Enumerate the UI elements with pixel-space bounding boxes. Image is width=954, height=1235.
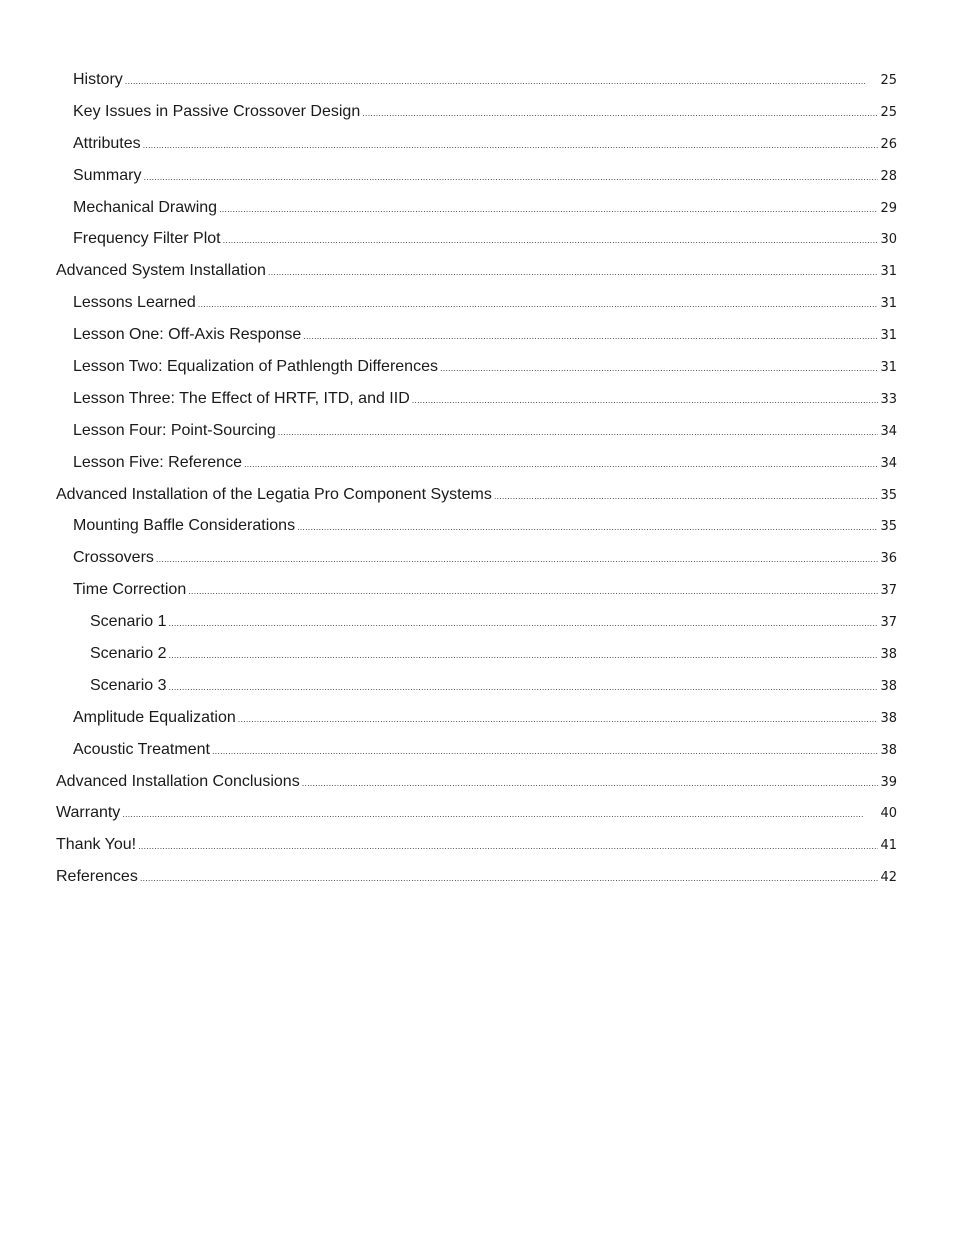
toc-page-number: 30 — [880, 232, 897, 248]
toc-entry-title: Advanced System Installation — [56, 262, 266, 280]
toc-page-number: 31 — [880, 328, 897, 344]
toc-entry-title: Crossovers — [73, 549, 154, 567]
toc-dot-leader — [244, 460, 878, 469]
toc-entry[interactable] — [56, 326, 897, 358]
toc-page-number: 31 — [880, 296, 897, 312]
toc-entry-title: Mechanical Drawing — [73, 198, 218, 216]
toc-page-number: 40 — [880, 806, 897, 822]
toc-dot-leader — [125, 77, 879, 86]
toc-entry[interactable] — [56, 294, 897, 326]
toc-entry-title: Lessons Learned — [73, 294, 196, 312]
toc-page-number: 28 — [880, 168, 897, 184]
toc-page-number: 25 — [880, 73, 897, 88]
toc-entry[interactable] — [56, 71, 897, 103]
toc-entry-title: Lesson One: Off-Axis Response — [73, 326, 302, 344]
toc-entry-title: Summary — [73, 166, 142, 184]
toc-entry-title: Acoustic Treatment — [73, 740, 210, 758]
toc-dot-leader — [302, 779, 879, 788]
toc-dot-leader — [169, 619, 879, 628]
toc-dot-leader — [362, 109, 878, 118]
toc-entry[interactable] — [56, 581, 897, 613]
toc-entry-title: Amplitude Equalization — [73, 708, 236, 726]
toc-entry-title: Key Issues in Passive Crossover Design — [73, 102, 361, 120]
toc-entry[interactable] — [56, 773, 897, 805]
toc-dot-leader — [198, 300, 879, 309]
toc-entry[interactable] — [56, 167, 897, 199]
toc-entry[interactable] — [56, 390, 897, 422]
toc-entry-title: Scenario 2 — [90, 645, 167, 663]
toc-page-number: 38 — [880, 742, 897, 758]
toc-entry[interactable] — [56, 868, 897, 900]
toc-page-number: 37 — [880, 583, 897, 599]
toc-dot-leader — [278, 428, 879, 437]
toc-page-number: 42 — [880, 870, 897, 886]
toc-entry-title: Scenario 1 — [90, 613, 167, 631]
toc-page-number: 38 — [880, 678, 897, 694]
toc-dot-leader — [138, 842, 878, 851]
toc-entry-title: Mounting Baffle Considerations — [73, 517, 296, 535]
toc-entry[interactable] — [56, 199, 897, 231]
toc-page-number: 29 — [880, 200, 897, 216]
toc-page-number: 35 — [880, 519, 897, 535]
toc-entry-title: History — [73, 71, 123, 88]
toc-entry-title: Lesson Four: Point-Sourcing — [73, 421, 276, 439]
toc-entry[interactable] — [56, 358, 897, 390]
toc-entry-title: Time Correction — [73, 581, 187, 599]
toc-page-number: 26 — [880, 136, 897, 152]
toc-entry[interactable] — [56, 517, 897, 549]
toc-dot-leader — [412, 396, 879, 405]
toc-entry-title: Attributes — [73, 134, 141, 152]
toc-entry[interactable] — [56, 836, 897, 868]
toc-entry-title: Lesson Five: Reference — [73, 453, 242, 471]
toc-dot-leader — [188, 587, 878, 596]
toc-entry-title: Scenario 3 — [90, 676, 167, 694]
toc-page-number: 38 — [880, 710, 897, 726]
toc-entry-title: Lesson Three: The Effect of HRTF, ITD, and IID — [73, 389, 410, 407]
toc-dot-leader — [169, 651, 879, 660]
toc-page-number: 34 — [880, 423, 897, 439]
toc-dot-leader — [143, 141, 879, 150]
toc-dot-leader — [238, 715, 879, 724]
toc-entry[interactable] — [56, 135, 897, 167]
toc-dot-leader — [219, 205, 878, 214]
toc-entry[interactable] — [56, 486, 897, 518]
toc-dot-leader — [297, 523, 878, 532]
toc-entry[interactable] — [56, 422, 897, 454]
toc-dot-leader — [169, 683, 879, 692]
toc-entry[interactable] — [56, 741, 897, 773]
toc-dot-leader — [156, 555, 879, 564]
toc-entry[interactable] — [56, 709, 897, 741]
toc-entry[interactable] — [56, 262, 897, 294]
toc-entry-title: Warranty — [56, 804, 121, 822]
table-of-contents — [56, 71, 897, 900]
toc-page-number: 36 — [880, 551, 897, 567]
toc-page-number: 41 — [880, 838, 897, 854]
toc-dot-leader — [494, 492, 879, 501]
toc-entry-title: Frequency Filter Plot — [73, 230, 221, 248]
toc-dot-leader — [440, 364, 878, 373]
toc-dot-leader — [303, 332, 878, 341]
toc-page-number: 35 — [880, 487, 897, 503]
toc-entry-title: References — [56, 868, 138, 886]
toc-entry[interactable] — [56, 645, 897, 677]
toc-dot-leader — [140, 874, 879, 883]
toc-page-number: 25 — [880, 104, 897, 120]
toc-entry[interactable] — [56, 804, 897, 836]
toc-page-number: 38 — [880, 647, 897, 663]
toc-page-number: 31 — [880, 360, 897, 376]
toc-entry-title: Lesson Two: Equalization of Pathlength Differences — [73, 358, 438, 376]
toc-dot-leader — [212, 747, 879, 756]
toc-page-number: 33 — [880, 391, 897, 407]
toc-dot-leader — [268, 268, 879, 277]
toc-page-number: 37 — [880, 615, 897, 631]
toc-dot-leader — [143, 173, 878, 182]
toc-entry[interactable] — [56, 103, 897, 135]
toc-entry-title: Advanced Installation of the Legatia Pro Component Systems — [56, 485, 492, 503]
toc-entry-title: Advanced Installation Conclusions — [56, 772, 300, 790]
toc-page-number: 39 — [880, 774, 897, 790]
toc-entry-title: Thank You! — [56, 836, 137, 854]
toc-page-number: 31 — [880, 264, 897, 280]
toc-dot-leader — [223, 236, 879, 245]
toc-page-number: 34 — [880, 455, 897, 471]
toc-entry[interactable] — [56, 454, 897, 486]
toc-entry[interactable] — [56, 613, 897, 645]
toc-entry[interactable] — [56, 549, 897, 581]
toc-entry[interactable] — [56, 677, 897, 709]
toc-entry[interactable] — [56, 230, 897, 262]
toc-dot-leader — [122, 810, 878, 819]
